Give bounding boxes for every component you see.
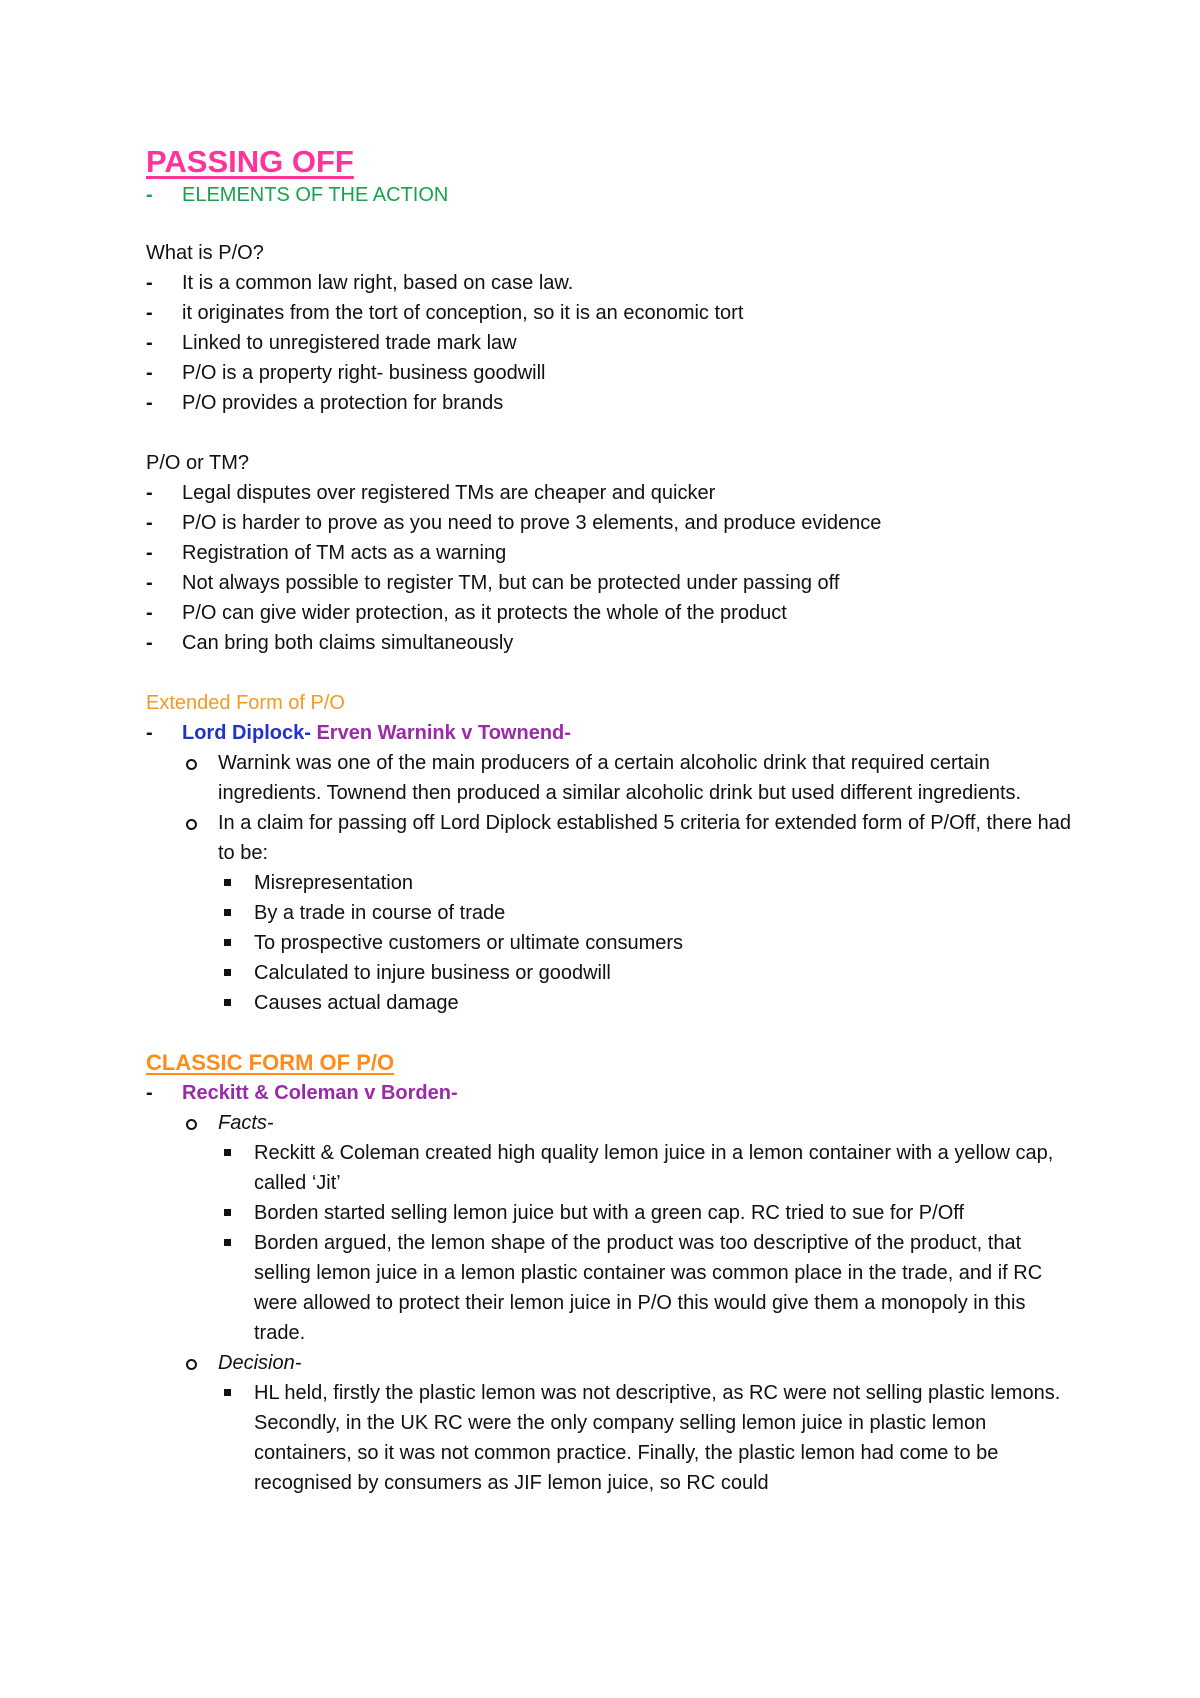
criteria-item: Misrepresentation — [218, 868, 1080, 898]
what-is-list — [146, 268, 1080, 418]
decision-item: HL held, firstly the plastic lemon was not descriptive, as RC were not selling plastic lemons. Secondly, in the UK RC were the only company selling lemon juice in plastic lemon containers, so it was not common practice. Finally, the plastic lemon had come to be recognised by consumers as JIF lemon juice, so RC could — [218, 1378, 1080, 1498]
fact-item: Borden argued, the lemon shape of the product was too descriptive of the product, that selling lemon juice in a lemon plastic container was common place in the trade, and if RC were allowed to protect their lemon juice in P/O this would give them a monopoly in this trade. — [218, 1228, 1080, 1348]
list-item: - Not always possible to register TM, but can be protected under passing off — [146, 568, 1080, 598]
decision-section — [182, 1348, 1080, 1498]
facts-section — [182, 1108, 1080, 1348]
criteria-item: Calculated to injure business or goodwill — [218, 958, 1080, 988]
fact-item: Borden started selling lemon juice but with a green cap. RC tried to sue for P/Off — [218, 1198, 1080, 1228]
fact-item: Reckitt & Coleman created high quality lemon juice in a lemon container with a yellow cap, called ‘Jit’ — [218, 1138, 1080, 1198]
classic-case — [146, 1078, 1080, 1498]
elements-list — [146, 180, 1080, 210]
list-item: - P/O provides a protection for brands — [146, 388, 1080, 418]
list-item: - Registration of TM acts as a warning — [146, 538, 1080, 568]
facts-label: Facts- — [218, 1112, 274, 1134]
classic-sections — [182, 1108, 1080, 1498]
what-is-heading: What is P/O? — [146, 242, 264, 264]
po-or-tm-list — [146, 478, 1080, 658]
list-item: - it originates from the tort of conception, so it is an economic tort — [146, 298, 1080, 328]
extended-points — [182, 748, 1080, 1018]
list-item: - P/O can give wider protection, as it protects the whole of the product — [146, 598, 1080, 628]
po-or-tm-heading: P/O or TM? — [146, 452, 249, 474]
list-item: - P/O is a property right- business goodwill — [146, 358, 1080, 388]
criteria-item: By a trade in course of trade — [218, 898, 1080, 928]
criteria-item: To prospective customers or ultimate consumers — [218, 928, 1080, 958]
elements-heading: - ELEMENTS OF THE ACTION — [146, 180, 1080, 210]
decision-list — [218, 1378, 1080, 1498]
extended-heading: Extended Form of P/O — [146, 692, 345, 714]
extended-case — [146, 718, 1080, 1018]
criteria-item: Causes actual damage — [218, 988, 1080, 1018]
list-item: - Can bring both claims simultaneously — [146, 628, 1080, 658]
point-text: In a claim for passing off Lord Diplock established 5 criteria for extended form of P/Off, there had to be: — [218, 812, 1072, 864]
case-name: Reckitt & Coleman v Borden- — [182, 1082, 458, 1104]
classic-heading: CLASSIC FORM OF P/O — [146, 1050, 395, 1075]
facts-list — [218, 1138, 1080, 1348]
list-item: - P/O is harder to prove as you need to prove 3 elements, and produce evidence — [146, 508, 1080, 538]
page-title: PASSING OFF — [146, 144, 354, 179]
case-judge: Lord Diplock- — [182, 722, 311, 744]
criteria-list — [218, 868, 1080, 1018]
case-name: Erven Warnink v Townend- — [310, 722, 571, 744]
list-item: - Linked to unregistered trade mark law — [146, 328, 1080, 358]
list-item: Warnink was one of the main producers of a certain alcoholic drink that required certain ingredients. Townend then produced a similar alcoholic drink but used different ingredients. — [182, 748, 1080, 808]
list-item: - Legal disputes over registered TMs are cheaper and quicker — [146, 478, 1080, 508]
extended-list — [146, 718, 1080, 1018]
list-item — [182, 808, 1080, 1018]
list-item: - It is a common law right, based on case law. — [146, 268, 1080, 298]
classic-list — [146, 1078, 1080, 1498]
decision-label: Decision- — [218, 1352, 302, 1374]
